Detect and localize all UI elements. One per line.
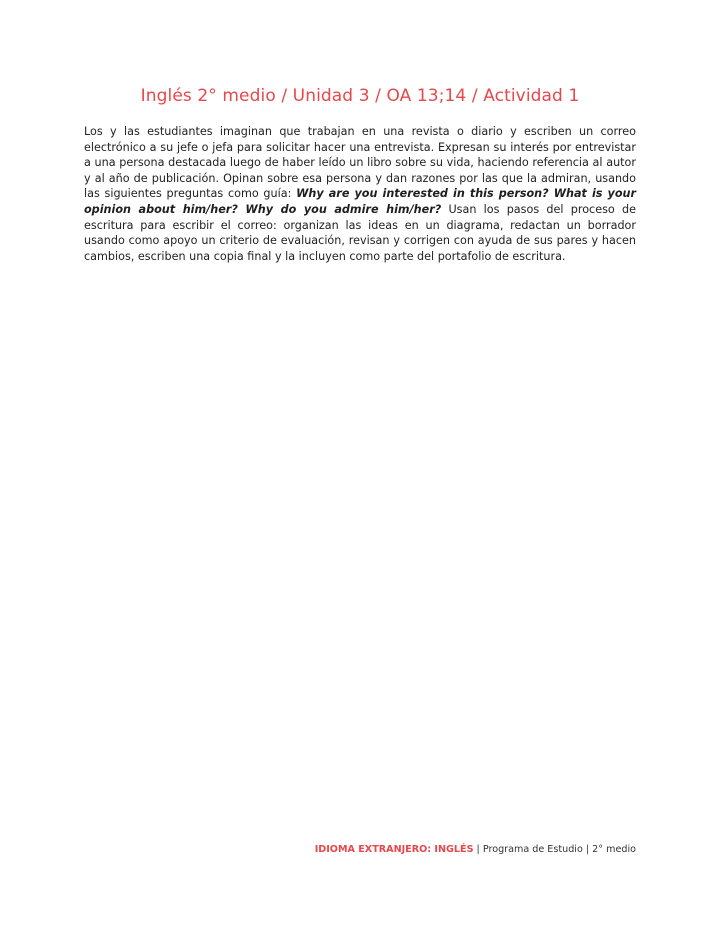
footer-subject: IDIOMA EXTRANJERO: INGLÉS bbox=[314, 844, 474, 855]
footer-program: Programa de Estudio bbox=[482, 844, 583, 855]
page-title: Inglés 2° medio / Unidad 3 / OA 13;14 / Actividad 1 bbox=[140, 86, 580, 106]
footer-separator: | bbox=[582, 844, 593, 855]
guide-questions: Why are you interested in this person? What is your opinion about him/her? Why do you admire him/her? bbox=[84, 187, 636, 216]
footer-separator: | bbox=[473, 844, 483, 855]
description-part-2: Usan los pasos del proceso de escritura para escribir el correo: organizan las ideas en un diagrama, redactan un borrador usando como apoyo un criterio de evaluación, revisan y corrigen con ayuda de sus pares y hacen cambios, escriben una copia final y la incluyen como parte del portafolio de escritura. bbox=[84, 202, 636, 263]
description-part-1: Los y las estudiantes imaginan que trabajan en una revista o diario y escriben un correo electrónico a su jefe o jefa para solicitar hacer una entrevista. Expresan su interés por entrevistar a una persona destacada luego de haber leído un libro sobre su vida, haciendo referencia al autor y al año de publicación. Opinan sobre esa persona y dan razones por las que la admiran, usando las siguientes preguntas como guía: bbox=[84, 125, 636, 201]
activity-description bbox=[84, 124, 636, 264]
page-footer bbox=[315, 844, 636, 855]
footer-grade: 2° medio bbox=[592, 844, 636, 855]
